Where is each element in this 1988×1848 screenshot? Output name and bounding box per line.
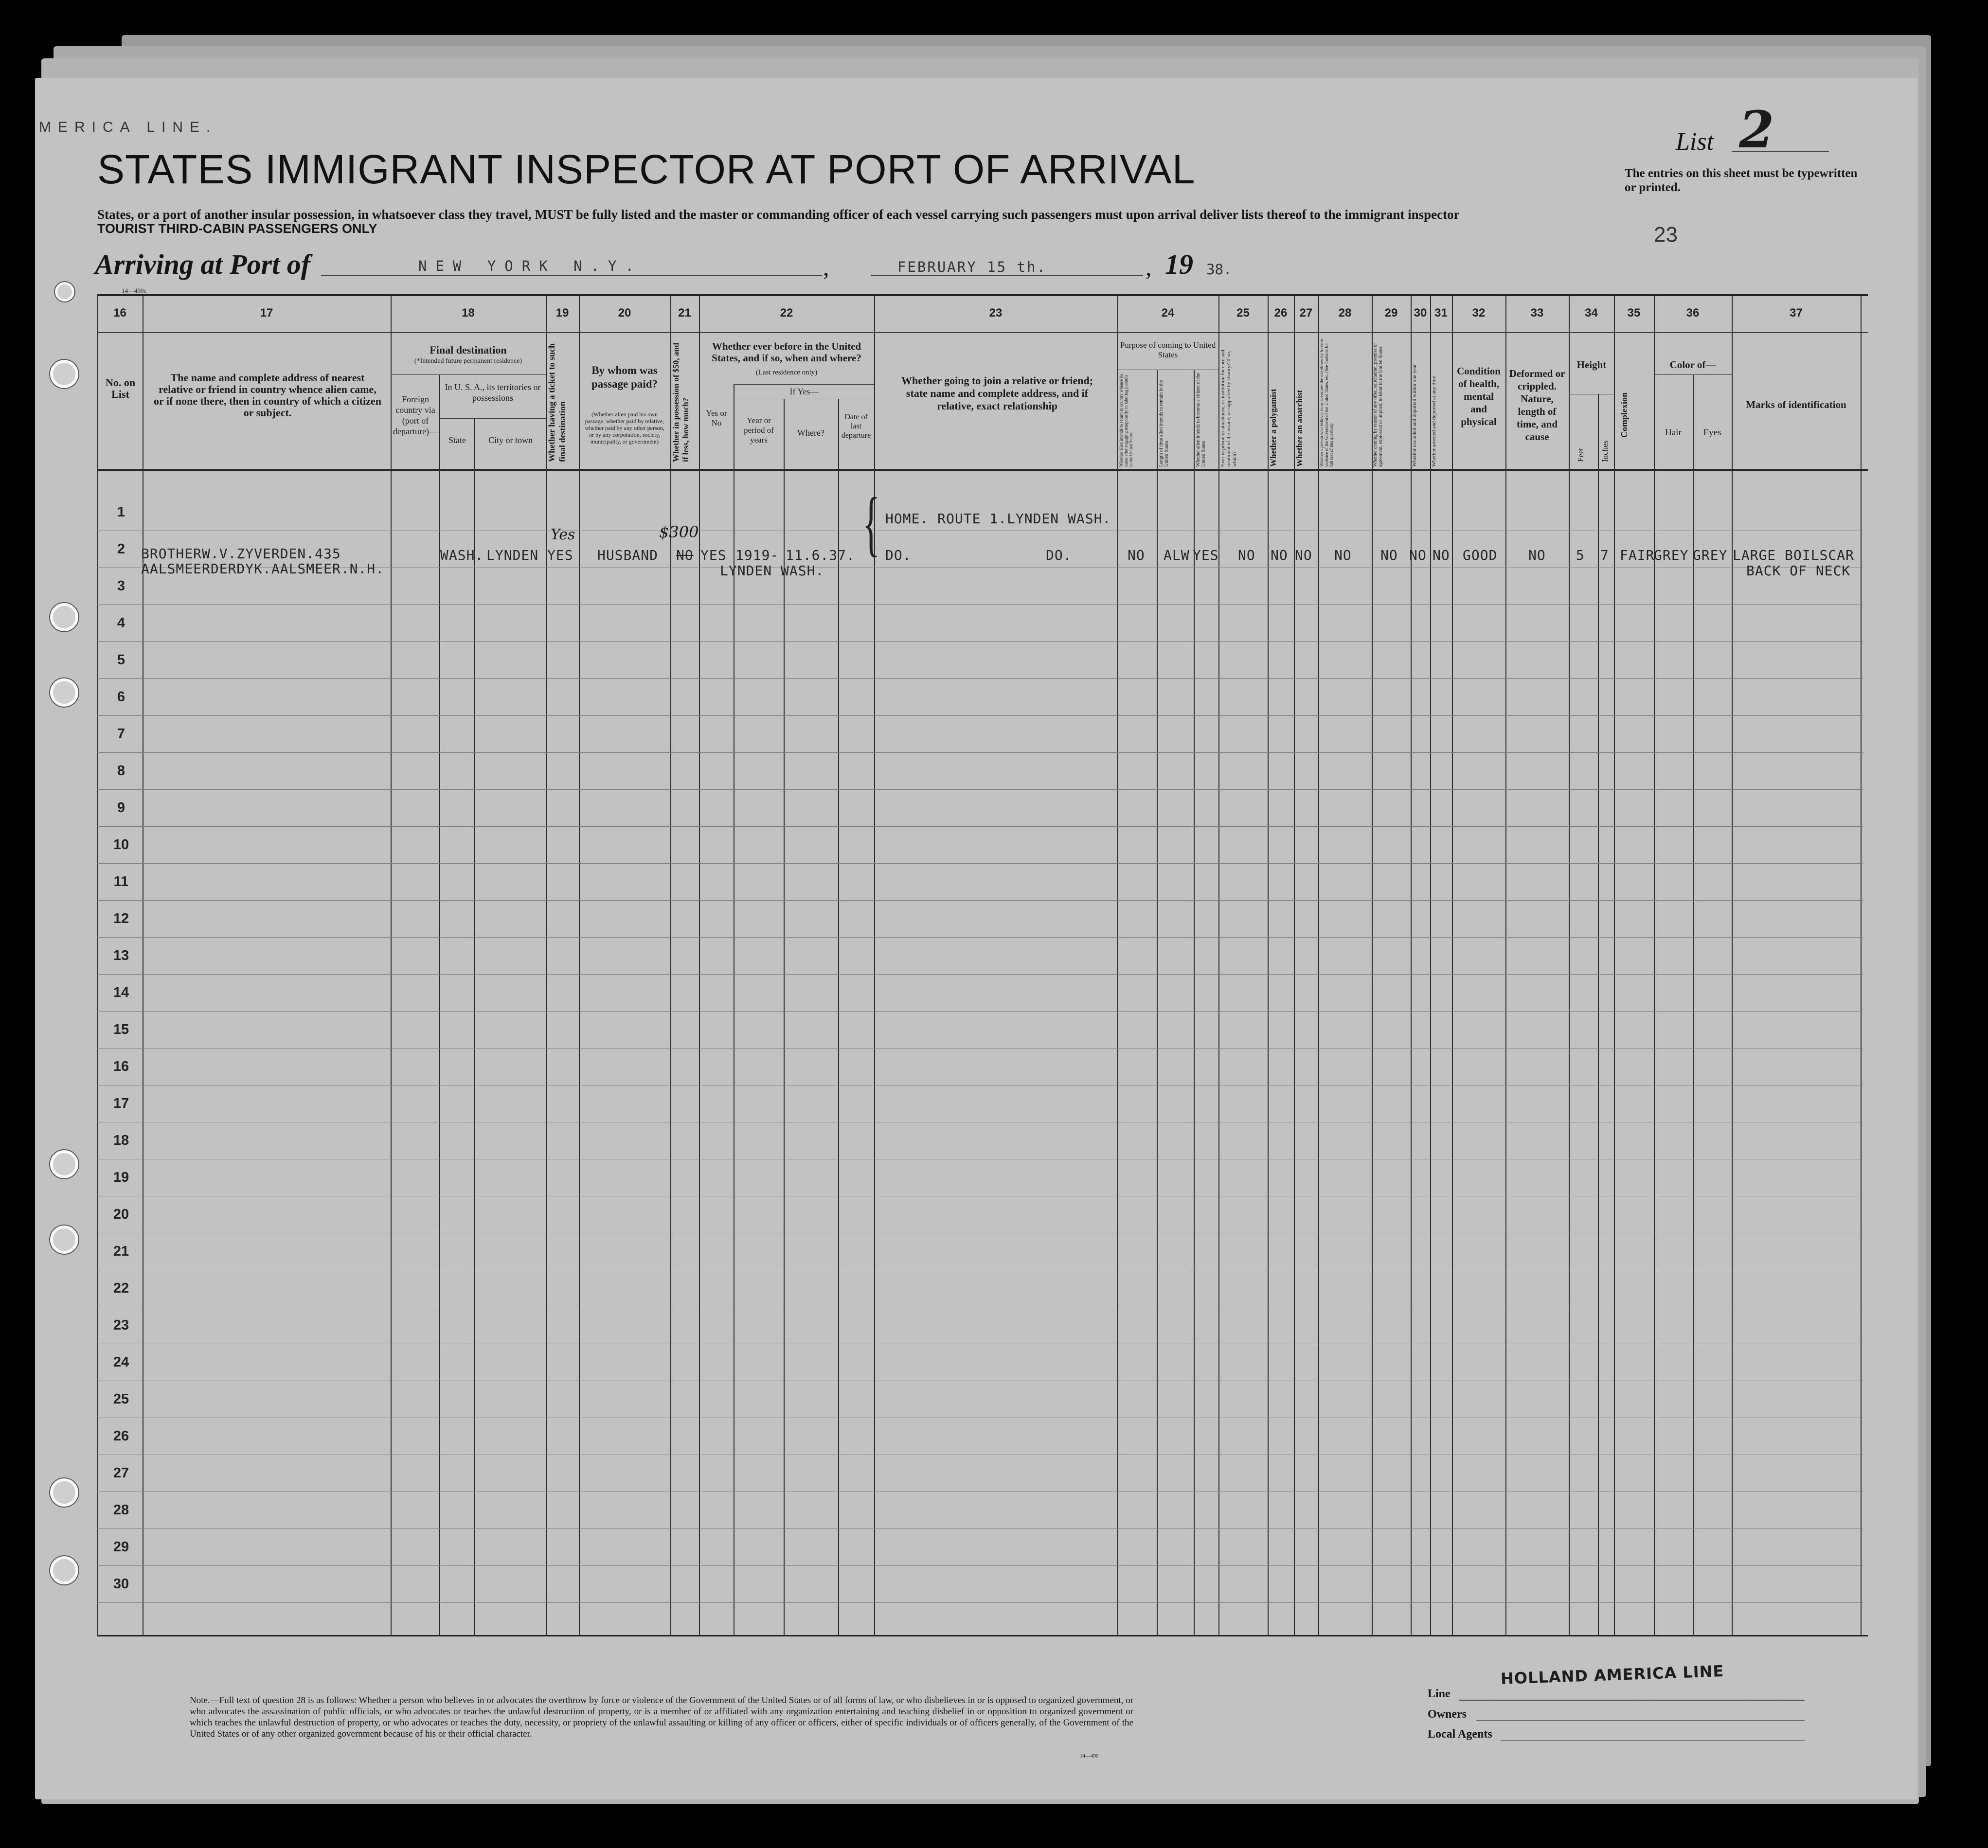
excluded-answer: NO	[1409, 547, 1427, 563]
col-rule	[1157, 370, 1158, 1636]
anarchist-answer: NO	[1295, 547, 1312, 563]
destination-state: WASH.	[440, 547, 484, 563]
col-rule	[1693, 374, 1694, 1636]
header-hair: Hair	[1665, 427, 1682, 438]
form-number: 14—490c	[122, 287, 147, 294]
height-inches: 7	[1600, 547, 1609, 563]
labor-offer-answer: NO	[1380, 547, 1398, 563]
arriving-label: Arriving at Port of	[95, 249, 311, 280]
row-line	[97, 1602, 1863, 1603]
binder-hole	[50, 360, 78, 388]
col-number-31: 31	[1434, 306, 1448, 320]
row-number: 6	[117, 689, 125, 705]
row-number: 1	[117, 504, 125, 520]
header-eyes: Eyes	[1703, 427, 1721, 438]
col-rule	[1318, 294, 1319, 1636]
relative-address-line1: BROTHERW.V.ZYVERDEN.435	[141, 546, 341, 562]
sheet-number: 23	[1654, 223, 1678, 247]
table-top-rule	[97, 294, 1868, 296]
identification-marks-line2: BACK OF NECK	[1746, 563, 1851, 579]
header-yes-or-no: Yes or No	[706, 409, 727, 427]
col-number-28: 28	[1338, 306, 1352, 320]
binder-hole	[55, 282, 74, 302]
row-line	[97, 604, 1863, 605]
col-rule	[579, 294, 580, 1636]
row-number: 30	[113, 1576, 129, 1592]
header-feet: Feet	[1576, 447, 1585, 462]
row-number: 8	[117, 763, 125, 779]
row-number: 18	[113, 1133, 129, 1148]
header-arrested: Whether arrested and deported at any time	[1431, 376, 1437, 467]
row-number: 9	[117, 800, 125, 816]
row-line	[97, 789, 1863, 790]
col-rule	[838, 399, 839, 1636]
header-inches: Inches	[1600, 440, 1610, 462]
join-address-line1: HOME. ROUTE 1.LYNDEN WASH.	[885, 511, 1111, 527]
row-line	[97, 974, 1863, 975]
row-number: 10	[113, 837, 129, 853]
row-number: 27	[113, 1465, 129, 1481]
header-polygamist: Whether a polygamist	[1269, 389, 1278, 467]
purpose-length: ALW	[1164, 547, 1190, 563]
subheader-rule	[1654, 374, 1732, 375]
binder-hole	[50, 678, 78, 707]
subheader-rule	[439, 418, 546, 419]
row-line	[97, 863, 1863, 864]
header-passage-paid-sub: (Whether alien paid his own passage, whether paid by relative, whether paid by any other person, or by any corporation, society, municipality, or government)	[585, 411, 664, 445]
header-year-period: Year or period of years	[744, 416, 774, 444]
identification-marks-line1: LARGE BOILSCAR	[1733, 547, 1855, 563]
row-number: 12	[113, 911, 129, 926]
binder-hole	[50, 603, 78, 631]
row-number: 5	[117, 652, 125, 668]
line-name: MERICA LINE.	[39, 119, 217, 135]
money-handwritten: $300	[659, 523, 699, 541]
header-excluded: Whether excluded and deported within one year	[1412, 364, 1417, 467]
col-number-36: 36	[1686, 306, 1700, 320]
col-rule	[1411, 294, 1412, 1636]
col-rule	[1861, 294, 1862, 1636]
header-deformed: Deformed or crippled. Nature, length of time, and cause	[1509, 368, 1565, 443]
line-underline	[1459, 1700, 1805, 1701]
join-address-line2b: DO.	[1046, 547, 1072, 563]
col-number-29: 29	[1384, 306, 1398, 320]
header-color-of: Color of—	[1669, 359, 1716, 371]
col-rule	[1218, 294, 1219, 1636]
col-number-24: 24	[1161, 306, 1175, 320]
col-number-16: 16	[113, 306, 126, 320]
height-feet: 5	[1576, 547, 1585, 563]
col-rule	[1614, 294, 1615, 1636]
row-number: 11	[113, 874, 129, 889]
agents-label: Local Agents	[1428, 1728, 1492, 1741]
col-rule	[439, 374, 440, 1636]
row-number: 17	[113, 1096, 129, 1111]
col-rule	[1505, 294, 1506, 1636]
col-number-19: 19	[555, 306, 569, 320]
destination-city: LYNDEN	[486, 547, 539, 563]
footnote-q28: Note.—Full text of question 28 is as follows: Whether a person who believes in or advocates the overthrow by force or violence of the Government of the United States or of all forms of law, or who disbelieves in or is opposed to organized government, or who advocates the assassination of public officials, or who advocates or teaches the unlawful destruction of property, or is a member of or affiliated with any organization entertaining and teaching disbelief in or opposition to organized government or which teaches the unlawful destruction of property, or who advocates or teaches the duty, necessity, or propriety of the unlawful assaulting or killing of any officer or officers, either of specific individuals or of officers generally, of the Government of the United States or of any other organized government because of his or their official character.	[190, 1695, 1133, 1739]
col-rule	[1117, 294, 1118, 1636]
eye-color: GREY	[1693, 547, 1728, 563]
col-number-34: 34	[1585, 306, 1598, 320]
comma-mark: ,	[823, 253, 829, 281]
comma-mark: ,	[1146, 253, 1152, 281]
header-ticket: Whether having a ticket to such final destination	[547, 343, 567, 462]
header-purpose-return: Whether alien intends to return to country whence he came after engaging temporarily in laboring pursuits in the United States	[1119, 373, 1133, 467]
col-number-35: 35	[1627, 306, 1641, 320]
header-where: Where?	[797, 428, 824, 438]
header-complexion: Complexion	[1619, 392, 1629, 438]
row-line	[97, 641, 1863, 642]
row-number: 22	[113, 1280, 129, 1296]
row-number: 21	[113, 1244, 129, 1259]
row-number: 4	[117, 615, 125, 631]
col-number-17: 17	[260, 306, 273, 320]
row-number: 29	[113, 1539, 129, 1555]
subheader-rule	[734, 384, 874, 385]
col-number-20: 20	[618, 306, 631, 320]
relative-address-line2: AALSMEERDERDYK.AALSMEER.N.H.	[141, 561, 385, 577]
date-value: FEBRUARY 15 th.	[897, 259, 1047, 275]
ticket-typed: YES	[547, 547, 573, 563]
row-number: 3	[117, 578, 125, 594]
col-number-18: 18	[462, 306, 475, 320]
row-line	[97, 715, 1863, 716]
table-bottom-rule	[97, 1635, 1868, 1636]
header-purpose: Purpose of coming to United States	[1120, 340, 1216, 359]
row-line	[97, 1011, 1863, 1012]
header-final-destination-sub: (*Intended future permanent residence)	[414, 357, 522, 365]
header-state: State	[448, 435, 466, 445]
header-in-usa: In U. S. A., its territories or possessions	[445, 382, 541, 403]
row-line	[97, 900, 1863, 901]
header-final-destination: Final destination	[430, 344, 507, 356]
class-line: TOURIST THIRD-CABIN PASSENGERS ONLY	[97, 221, 377, 236]
overthrow-answer: NO	[1334, 547, 1352, 563]
list-label: List	[1676, 128, 1714, 156]
row-number: 19	[113, 1170, 129, 1185]
row-number: 2	[117, 541, 125, 557]
complexion-answer: FAIR	[1620, 547, 1655, 563]
row-number: 24	[113, 1354, 129, 1370]
col-number-33: 33	[1530, 306, 1544, 320]
header-purpose-citizen: Whether alien intends to become a citizen of the United States	[1196, 373, 1206, 467]
col-number-25: 25	[1236, 306, 1250, 320]
header-passage-paid: By whom was passage paid?	[591, 364, 658, 390]
col-rule	[1430, 294, 1431, 1636]
col-number-37: 37	[1790, 306, 1803, 320]
line-stamp: HOLLAND AMERICA LINE	[1500, 1661, 1724, 1688]
col-rule	[1598, 394, 1599, 1636]
col-rule	[1452, 294, 1453, 1636]
row-number: 25	[113, 1391, 129, 1407]
row-number: 13	[113, 948, 129, 963]
year-prefix: 19	[1165, 249, 1193, 280]
row-number: 23	[113, 1317, 129, 1333]
row-number: 14	[113, 985, 129, 1000]
header-height: Height	[1576, 359, 1607, 371]
header-date-departure: Date of last departure	[841, 413, 871, 440]
row-line	[97, 826, 1863, 827]
polygamist-answer: NO	[1271, 547, 1288, 563]
col-number-21: 21	[678, 306, 691, 320]
col-rule	[391, 294, 392, 1636]
row-line	[97, 678, 1863, 679]
row-number: 20	[113, 1207, 129, 1222]
agents-underline	[1501, 1740, 1805, 1741]
instruction-text: States, or a port of another insular possession, in whatsoever class they travel, MUST be fully listed and the master or commanding officer of each vessel carrying such passengers must upon arrival deliver lists thereof to the immigrant inspector	[97, 207, 1460, 222]
col-rule	[97, 294, 98, 1636]
prison-answer: NO	[1238, 547, 1255, 563]
join-address-line2a: DO.	[885, 547, 912, 563]
col-rule	[1268, 294, 1269, 1636]
header-no-on-list: No. on List	[105, 376, 136, 400]
row-number: 16	[113, 1059, 129, 1074]
col-number-27: 27	[1299, 306, 1313, 320]
col-rule	[1294, 294, 1295, 1636]
header-foreign-country: Foreign country via (port of departure)—	[393, 394, 438, 436]
row-number: 26	[113, 1428, 129, 1444]
header-purpose-length: Length of time alien intends to remain in the United States	[1159, 380, 1169, 467]
header-health: Condition of health, mental and physical	[1457, 365, 1501, 427]
col-number-30: 30	[1414, 306, 1427, 320]
page-title: STATES IMMIGRANT INSPECTOR AT PORT OF ARRIVAL	[97, 146, 1196, 192]
row-number: 7	[117, 726, 125, 742]
line-label: Line	[1428, 1688, 1451, 1700]
header-if-yes: If Yes—	[789, 387, 819, 396]
brace-mark: {	[862, 483, 880, 564]
header-money: Whether in possession of $50, and if less, how much?	[671, 342, 690, 462]
year-period: 1919-	[735, 547, 779, 563]
header-overthrow: Whether a person who believes in or advocates the overthrow by force or violence of the Government of the United States, etc. (See footnote for full text of this question)	[1319, 338, 1334, 467]
year-suffix: 38.	[1206, 261, 1232, 278]
col-number-23: 23	[989, 306, 1003, 320]
row-line	[97, 937, 1863, 938]
owners-label: Owners	[1428, 1708, 1467, 1721]
health-answer: GOOD	[1463, 547, 1498, 563]
manifest-sheet	[35, 78, 1917, 1799]
purpose-return: NO	[1128, 547, 1145, 563]
header-prison: Ever in prison or almshouse, or institution for care and treatment of the insane, or supported by charity? If so, which?	[1220, 350, 1237, 467]
binder-hole	[50, 1150, 78, 1178]
passage-paid-by: HUSBAND	[597, 547, 659, 563]
col-number-32: 32	[1472, 306, 1486, 320]
col-rule	[699, 294, 700, 1636]
header-before-in-us: Whether ever before in the United States, and if so, when and where?	[712, 340, 861, 364]
before-in-us: YES	[700, 547, 727, 563]
header-anarchist: Whether an anarchist	[1295, 390, 1304, 467]
col-rule	[546, 294, 547, 1636]
col-rule	[1732, 294, 1733, 1636]
row-number: 28	[113, 1502, 129, 1518]
row-line	[97, 1565, 1863, 1566]
departure-date: 11.6.37.	[786, 547, 855, 563]
list-number: 2	[1739, 100, 1774, 160]
hair-color: GREY	[1654, 547, 1689, 563]
port-value: NEW YORK N.Y.	[418, 258, 643, 274]
col-rule	[474, 418, 475, 1636]
col-rule	[1654, 294, 1655, 1636]
owners-underline	[1476, 1720, 1805, 1721]
header-number-rule	[97, 332, 1868, 333]
header-labor-offer: Whether coming by reason of any offer, solicitation, promise or agreement, expressed or implied, to labor in the United States	[1373, 343, 1383, 467]
header-join-relative: Whether going to join a relative or friend; state name and complete address, and if relative, exact relationship	[901, 374, 1093, 412]
binder-hole	[50, 1556, 78, 1584]
header-bottom-rule	[97, 469, 1868, 471]
col-rule	[670, 294, 671, 1636]
header-relative-address: The name and complete address of nearest relative or friend in country whence alien came, or if none there, then in country of which a citizen or subject.	[154, 372, 381, 419]
col-rule	[1569, 294, 1570, 1636]
footer-form-code: 14—490	[1080, 1753, 1099, 1759]
subheader-rule	[391, 374, 546, 375]
col-rule	[784, 399, 785, 1636]
entries-note: The entries on this sheet must be typewritten or printed.	[1625, 167, 1858, 194]
header-marks: Marks of identification	[1746, 399, 1846, 410]
row-line	[97, 752, 1863, 753]
port-underline	[321, 275, 822, 276]
row-number: 15	[113, 1022, 129, 1037]
row-line	[97, 1528, 1863, 1529]
where-before: LYNDEN WASH.	[720, 563, 824, 579]
binder-hole	[50, 1226, 78, 1254]
col-number-22: 22	[780, 306, 793, 320]
deformed-answer: NO	[1528, 547, 1546, 563]
col-rule	[1372, 294, 1373, 1636]
arrested-answer: NO	[1433, 547, 1450, 563]
binder-hole	[50, 1478, 78, 1507]
header-city: City or town	[488, 435, 533, 445]
ticket-handwritten: Yes	[551, 526, 575, 543]
col-number-26: 26	[1274, 306, 1288, 320]
purpose-citizen: YES	[1193, 547, 1219, 563]
header-before-sub: (Last residence only)	[755, 369, 818, 376]
money-typed: NO	[676, 547, 694, 563]
